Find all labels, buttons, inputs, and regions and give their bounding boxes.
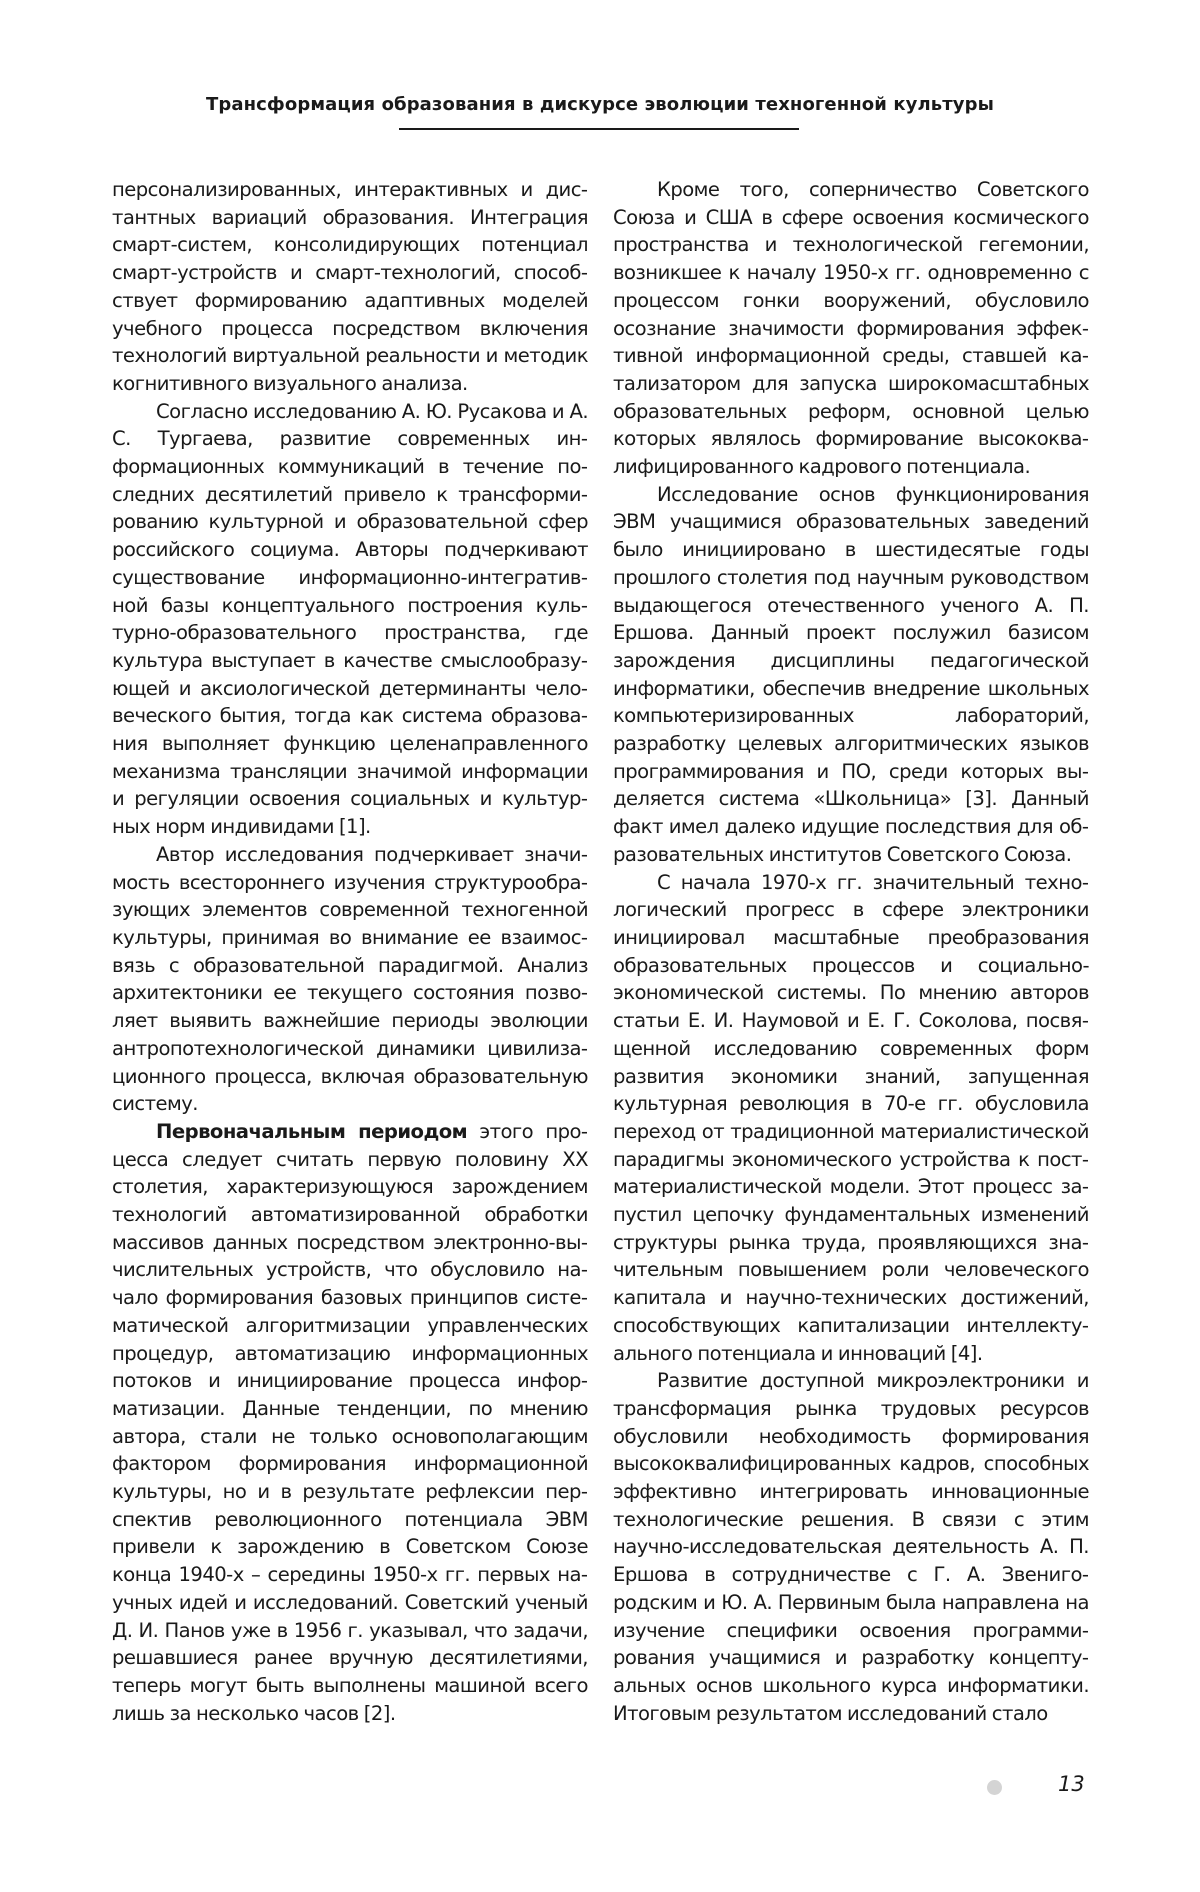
right-paragraph-3: С начала 1970-х гг. значительный технологический прогресс в сфере электроники инициировал масштабные преобразования образовательных процессов и социально-экономической системы. По мнению авторов статьи Е. И. Наумовой и Е. Г. Соколова, посвященной исследованию современных форм развития экономики знаний, запущенная культурная революция в 70-е гг. обусловила переход от традиционной материалистической парадигмы экономического устройства к постматериалистической модели. Этот процесс запустил цепочку фундаментальных изменений структуры рынка труда, проявляющихся значительным повышением роли человеческого капитала и научно-технических достижений, способствующих капитализации интеллектуального потенциала и инноваций [4].: [613, 870, 1089, 1365]
left-paragraph-4-text: этого процесса следует считать первую половину XX столетия, характеризующуюся зарождением технологий автоматизированной обработки массивов данных посредством электронно-вычислительных устройств, что обусловило начало формирования базовых принципов систематической алгоритмизации управленческих процедур, автоматизацию информационных потоков и инициирование процесса информатизации. Данные тенденции, по мнению автора, стали не только основополагающим фактором формирования информационной культуры, но и в результате рефлексии перспектив революционного потенциала ЭВМ привели к зарождению в Советском Союзе конца 1940-х – середины 1950-х гг. первых научных идей и исследований. Советский ученый Д. И. Панов уже в 1956 г. указывал, что задачи, решавшиеся ранее вручную десятилетиями, теперь могут быть выполнены машиной всего лишь за несколько часов [2].: [112, 1119, 588, 1725]
right-paragraph-1: Кроме того, соперничество Советского Союза и США в сфере освоения космического пространства и технологической гегемонии, возникшее к началу 1950-х гг. одновременно с процессом гонки вооружений, обусловило осознание значимости формирования эффективной информационной среды, ставшей катализатором для запуска широкомасштабных образовательных реформ, основной целью которых являлось формирование высококвалифицированного кадрового потенциала.: [613, 178, 1089, 479]
page-number: 13: [1058, 1772, 1085, 1796]
left-paragraph-2: Согласно исследованию А. Ю. Русакова и А. С. Тургаева, развитие современных информационных коммуникаций в течение последних десятилетий привело к трансформированию культурной и образовательной сфер российского социума. Авторы подчеркивают существование информационно-интегративной базы концептуального построения культурно-образовательного пространства, где культура выступает в качестве смыслообразующей и аксиологической детерминанты человеческого бытия, тогда как система образования выполняет функцию целенаправленного механизма трансляции значимой информации и регуляции освоения социальных и культурных норм индивидами [1].: [112, 399, 588, 839]
left-paragraph-1: персонализированных, интерактивных и дистантных вариаций образования. Интеграция смарт-систем, консолидирующих потенциал смарт-устройств и смарт-технологий, способствует формированию адаптивных моделей учебного процесса посредством включения технологий виртуальной реальности и методик когнитивного визуального анализа.: [112, 178, 588, 395]
right-column: [613, 176, 1089, 1727]
running-header: Трансформация образования в дискурсе эволюции техногенной культуры: [206, 94, 994, 115]
page-dot-icon: [987, 1780, 1002, 1795]
right-paragraph-4: Развитие доступной микроэлектроники и трансформация рынка трудовых ресурсов обусловили необходимость формирования высококвалифицированных кадров, способных эффективно интегрировать инновационные технологические решения. В связи с этим научно-исследовательская деятельность А. П. Ершова в сотрудничестве с Г. А. Звенигородским и Ю. А. Первиным была направлена на изучение специфики освоения программирования учащимися и разработку концептуальных основ школьного курса информатики. Итоговым результатом исследований стало: [613, 1369, 1089, 1725]
header-rule: [399, 128, 799, 130]
left-column: [112, 176, 588, 1727]
left-paragraph-3: Автор исследования подчеркивает значимость всестороннего изучения структурообразующих элементов современной техногенной культуры, принимая во внимание ее взаимосвязь с образовательной парадигмой. Анализ архитектоники ее текущего состояния позволяет выявить важнейшие периоды эволюции антропотехнологической динамики цивилизационного процесса, включая образовательную систему.: [112, 842, 588, 1116]
right-paragraph-2: Исследование основ функционирования ЭВМ учащимися образовательных заведений было инициировано в шестидесятые годы прошлого столетия под научным руководством выдающегося отечественного ученого А. П. Ершова. Данный проект послужил базисом зарождения дисциплины педагогической информатики, обеспечив внедрение школьных компьютеризированных лабораторий, разработку целевых алгоритмических языков программирования и ПО, среди которых выделяется система «Школьница» [3]. Данный факт имел далеко идущие последствия для образовательных институтов Советского Союза.: [613, 482, 1089, 866]
bold-term: Первоначальным периодом: [156, 1119, 468, 1143]
left-paragraph-4: [112, 1118, 588, 1727]
